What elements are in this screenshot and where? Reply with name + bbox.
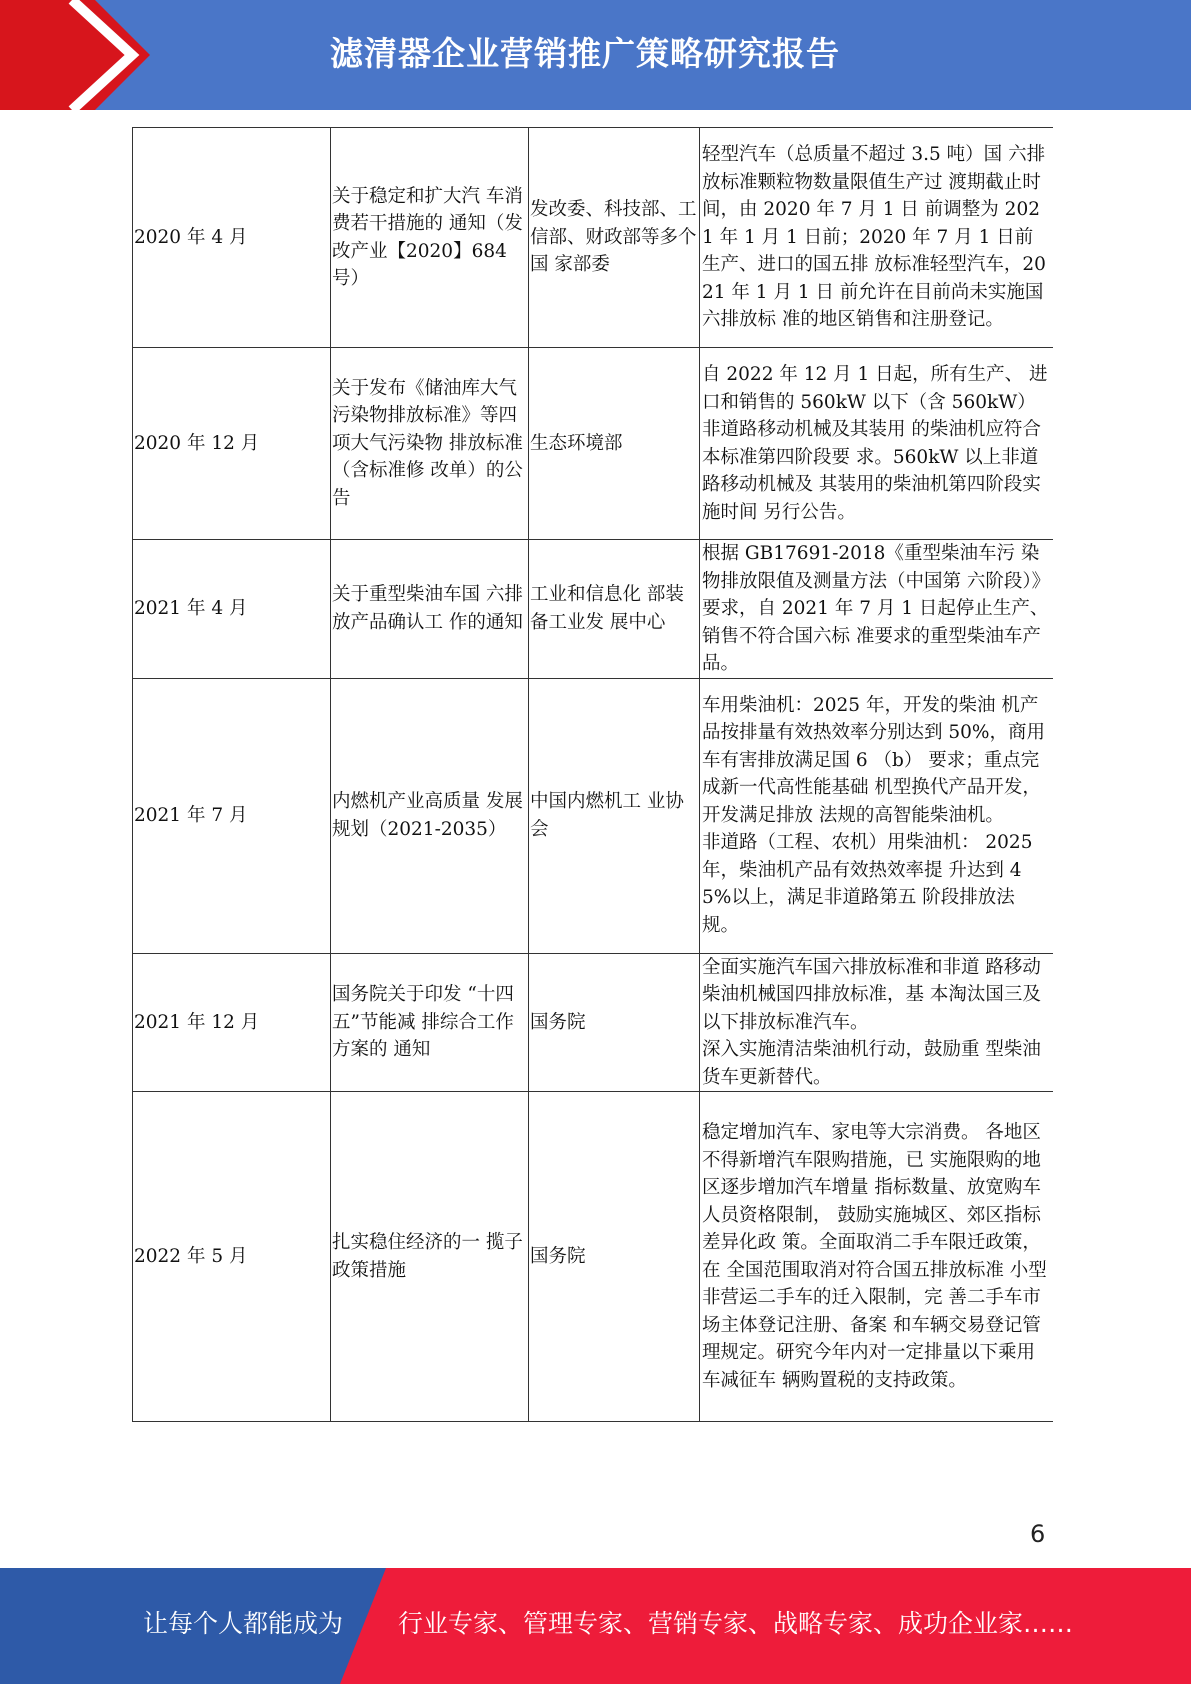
date-cell: 2020 年 12 月 — [133, 348, 331, 540]
content-cell: 车用柴油机：2025 年，开发的柴油 机产品按排量有效热效率分别达到 50%，商用车有害排放满足国 6 （b） 要求；重点完成新一代高性能基础 机型换代产品开发，开发满足排放 法规的高智能柴油机。 非道路（工程、农机）用柴油机： 2025 年，柴油机产品有效热效率提 升达到 45%以上，满足非道路第五 阶段排放法规。 — [700, 678, 1053, 953]
issuer-cell: 中国内燃机工 业协会 — [529, 678, 700, 953]
issuer-cell: 发改委、科技部、工信部、财政部等多个国 家部委 — [529, 128, 700, 348]
date-cell: 2021 年 4 月 — [133, 540, 331, 679]
issuer-cell: 国务院 — [529, 1092, 700, 1422]
footer-slogan-left: 让每个人都能成为 — [143, 1609, 344, 1638]
policy-name-cell: 内燃机产业高质量 发展规划（2021-2035） — [331, 678, 529, 953]
issuer-cell: 工业和信息化 部装备工业发 展中心 — [529, 540, 700, 679]
table-row — [133, 953, 1053, 1092]
date-cell: 2021 年 7 月 — [133, 678, 331, 953]
table-row — [133, 540, 1053, 679]
policy-name-cell: 国务院关于印发 “十四五”节能减 排综合工作方案的 通知 — [331, 953, 529, 1092]
content-cell: 根据 GB17691-2018《重型柴油车污 染物排放限值及测量方法（中国第 六阶段）》要求，自 2021 年 7 月 1 日起停止生产、销售不符合国六标 准要求的重型柴油车产品。 — [700, 540, 1053, 679]
page-number: 6 — [1030, 1520, 1046, 1548]
date-cell: 2020 年 4 月 — [133, 128, 331, 348]
date-cell: 2022 年 5 月 — [133, 1092, 331, 1422]
table-row — [133, 348, 1053, 540]
policy-name-cell: 关于发布《储油库大气污染物排放标准》等四项大气污染物 排放标准（含标准修 改单）的公告 — [331, 348, 529, 540]
issuer-cell: 生态环境部 — [529, 348, 700, 540]
issuer-cell: 国务院 — [529, 953, 700, 1092]
report-title: 滤清器企业营销推广策略研究报告 — [330, 34, 840, 73]
footer-banner — [0, 1568, 1191, 1684]
content-cell: 稳定增加汽车、家电等大宗消费。 各地区不得新增汽车限购措施，已 实施限购的地区逐步增加汽车增量 指标数量、放宽购车人员资格限制， 鼓励实施城区、郊区指标差异化政 策。全面取消二手车限迁政策，在 全国范围取消对符合国五排放标准 小型非营运二手车的迁入限制，完 善二手车市场主体登记注册、备案 和车辆交易登记管理规定。研究今年内对一定排量以下乘用车减征车 辆购置税的支持政策。 — [700, 1092, 1053, 1422]
content-cell: 全面实施汽车国六排放标准和非道 路移动柴油机械国四排放标准，基 本淘汰国三及以下排放标准汽车。 深入实施清洁柴油机行动，鼓励重 型柴油货车更新替代。 — [700, 953, 1053, 1092]
content-cell: 自 2022 年 12 月 1 日起，所有生产、 进口和销售的 560kW 以下（含 560kW）非道路移动机械及其装用 的柴油机应符合本标准第四阶段要 求。560kW 以上非道路移动机械及 其装用的柴油机第四阶段实施时间 另行公告。 — [700, 348, 1053, 540]
policy-name-cell: 关于重型柴油车国 六排放产品确认工 作的通知 — [331, 540, 529, 679]
content-cell: 轻型汽车（总质量不超过 3.5 吨）国 六排放标准颗粒物数量限值生产过 渡期截止时间，由 2020 年 7 月 1 日 前调整为 2021 年 1 月 1 日前；2020 年 7 月 1 日前生产、进口的国五排 放标准轻型汽车，2021 年 1 月 1 日 前允许在目前尚未实施国六排放标 准的地区销售和注册登记。 — [700, 128, 1053, 348]
footer-slogan-right: 行业专家、管理专家、营销专家、战略专家、成功企业家…… — [398, 1609, 1074, 1638]
table-row — [133, 128, 1053, 348]
table-row — [133, 678, 1053, 953]
policy-name-cell: 关于稳定和扩大汽 车消费若干措施的 通知（发改产业【2020】684 号） — [331, 128, 529, 348]
table-row — [133, 1092, 1053, 1422]
date-cell: 2021 年 12 月 — [133, 953, 331, 1092]
header-red-arrow — [0, 0, 170, 110]
policy-name-cell: 扎实稳住经济的一 揽子政策措施 — [331, 1092, 529, 1422]
policy-table — [132, 127, 1053, 1422]
